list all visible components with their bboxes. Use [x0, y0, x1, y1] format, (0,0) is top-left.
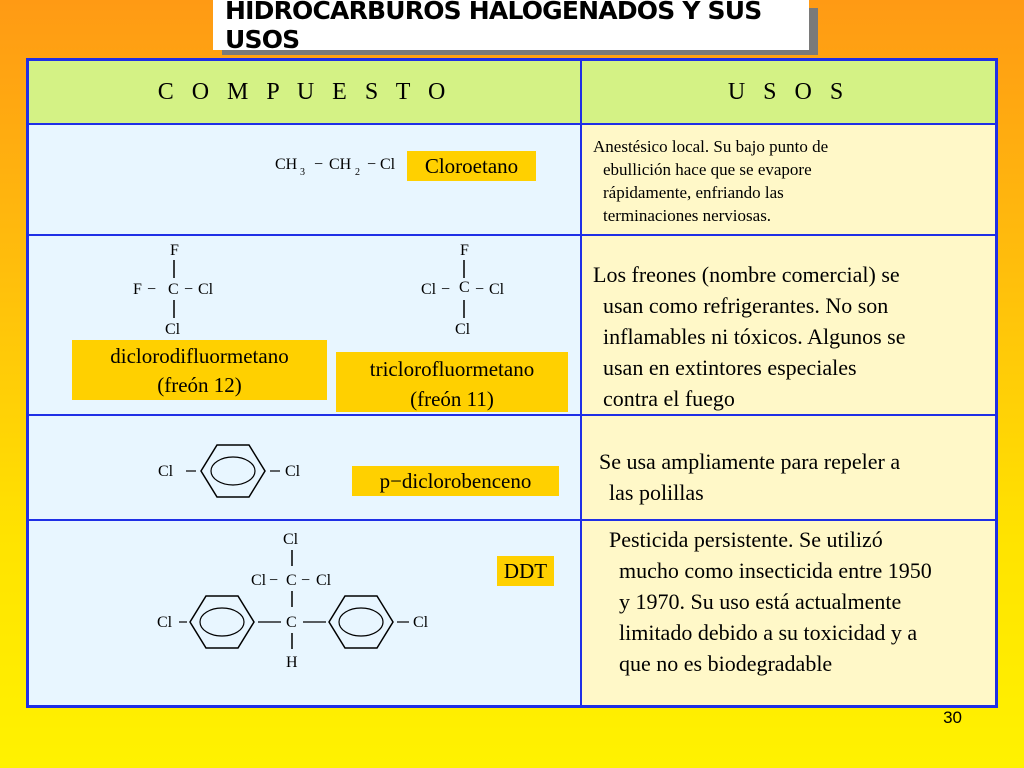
atom-cl-right: Cl [489, 281, 505, 298]
uses-cloroetano [593, 135, 967, 227]
uses-line: que no es biodegradable [619, 651, 833, 676]
atom-f-top: F [170, 242, 179, 259]
column-divider [580, 61, 582, 705]
svg-text:−: − [184, 281, 194, 298]
header-uses [582, 61, 995, 123]
uses-line: y 1970. Su uso está actualmente [619, 589, 902, 614]
uses-line: Se usa ampliamente para repeler a [599, 449, 901, 474]
uses-diclorobenceno [599, 446, 985, 508]
formula-bond1: − [314, 156, 324, 173]
svg-text:−: − [269, 572, 279, 589]
atom-cl-ring-right: Cl [413, 614, 429, 631]
uses-line: limitado debido a su toxicidad y a [619, 620, 918, 645]
atom-cl-left: Cl [158, 463, 174, 480]
name-line: (freón 11) [410, 387, 494, 411]
uses-line: usan en extintores especiales [603, 355, 857, 380]
atom-h: H [286, 654, 298, 671]
freon11-structure [421, 242, 505, 338]
uses-line: Anestésico local. Su bajo punto de [593, 137, 829, 156]
svg-text:−: − [301, 572, 311, 589]
formula-ch2: CH [329, 156, 352, 173]
formula-bond2: − [367, 156, 377, 173]
uses-line: usan como refrigerantes. No son [603, 293, 889, 318]
atom-cl-bottom: Cl [455, 321, 471, 338]
atom-cl-top: Cl [283, 531, 299, 548]
atom-f-top: F [460, 242, 469, 259]
atom-c-upper: C [286, 572, 297, 589]
formula-sub3: 3 [300, 167, 305, 178]
formula-sub2: 2 [355, 167, 360, 178]
svg-text:−: − [147, 281, 157, 298]
atom-cl-right: Cl [285, 463, 301, 480]
atom-cl-bottom: Cl [165, 321, 181, 338]
uses-line: Los freones (nombre comercial) se [593, 262, 900, 287]
freon12-structure [133, 242, 214, 338]
header-compound-label: C O M P U E S T O [157, 78, 452, 105]
uses-line: mucho como insecticida entre 1950 [619, 558, 932, 583]
uses-ddt [609, 524, 990, 679]
atom-cl-right: Cl [316, 572, 332, 589]
uses-line: terminaciones nerviosas. [603, 206, 772, 225]
name-cloroetano: Cloroetano [407, 151, 536, 181]
atom-cl-left: Cl [251, 572, 267, 589]
atom-c: C [168, 281, 179, 298]
ddt-structure [29, 521, 580, 705]
uses-line: contra el fuego [603, 386, 735, 411]
name-freon12 [72, 340, 327, 400]
header-compound [29, 61, 580, 123]
formula-cl: Cl [380, 156, 396, 173]
slide-title-box [213, 0, 809, 54]
uses-freones [593, 259, 967, 414]
row-ddt [29, 521, 580, 705]
atom-f-left: F [133, 281, 142, 298]
uses-line: ebullición hace que se evapore [603, 160, 812, 179]
atom-c: C [459, 279, 470, 296]
name-ddt: DDT [497, 556, 554, 586]
svg-text:−: − [475, 281, 485, 298]
atom-cl-ring-left: Cl [157, 614, 173, 631]
name-line: (freón 12) [157, 373, 242, 397]
name-line: triclorofluormetano [369, 357, 535, 381]
page-number: 30 [943, 708, 962, 727]
uses-line: las polillas [609, 480, 704, 505]
atom-cl-left: Cl [421, 281, 437, 298]
atom-c-center: C [286, 614, 297, 631]
uses-line: rápidamente, enfriando las [603, 183, 784, 202]
name-diclorobenceno: p−diclorobenceno [352, 466, 559, 496]
uses-line: inflamables ni tóxicos. Algunos se [603, 324, 906, 349]
name-freon11 [336, 352, 568, 412]
atom-cl-right: Cl [198, 281, 214, 298]
svg-text:−: − [441, 281, 451, 298]
header-uses-label: U S O S [727, 78, 850, 105]
name-line: diclorodifluormetano [110, 344, 289, 368]
slide-title: HIDROCARBUROS HALOGENADOS Y SUS USOS [225, 0, 762, 54]
formula-ch3: CH [275, 156, 298, 173]
uses-line: Pesticida persistente. Se utilizó [609, 527, 883, 552]
